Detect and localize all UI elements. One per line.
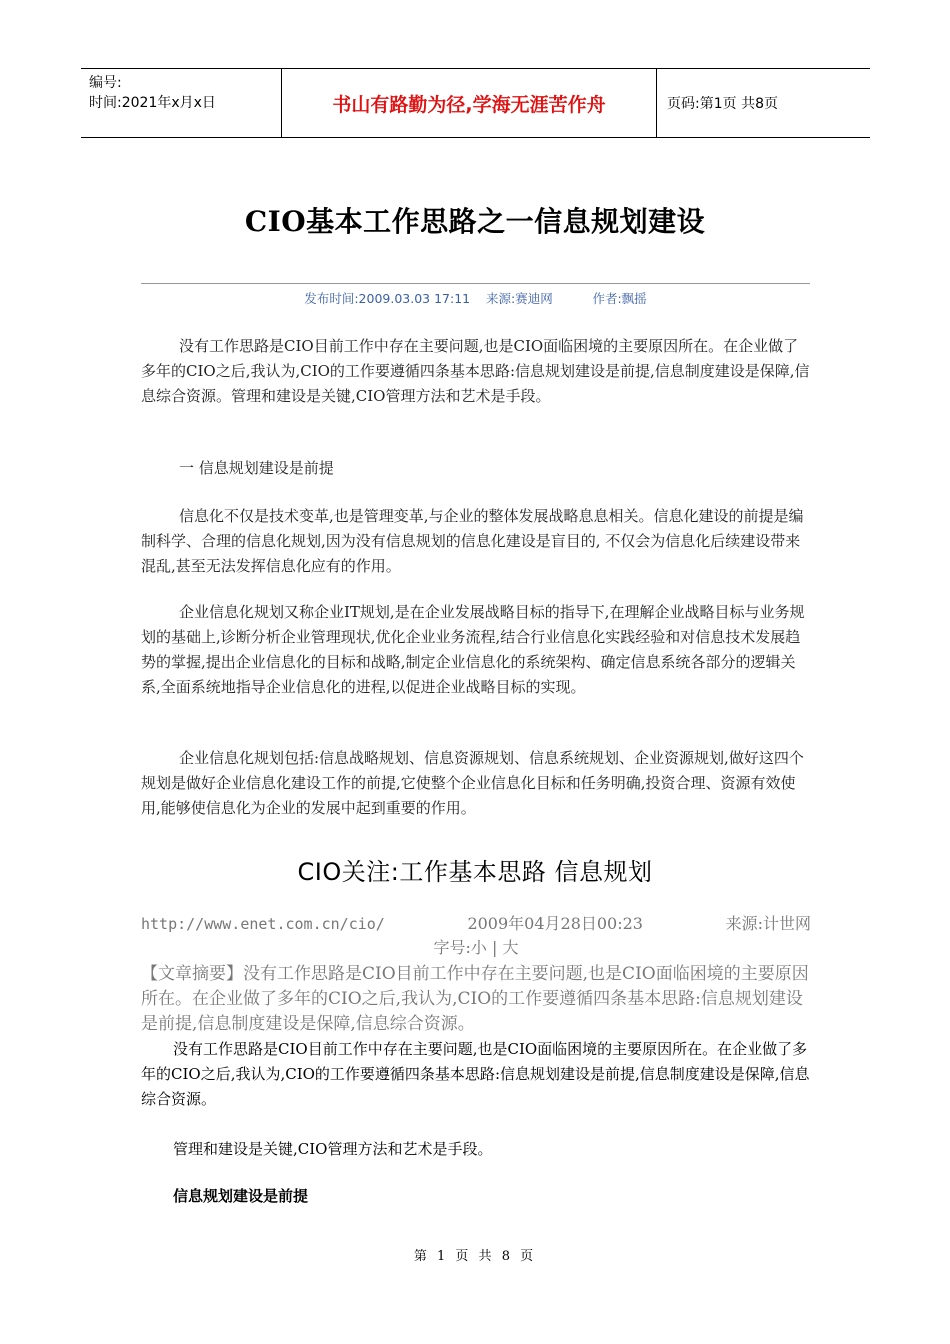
time-label: 时间:2021年x月x日 [89,95,216,111]
article-title: CIO基本工作思路之一信息规划建设 [244,205,706,238]
font-size-switch[interactable]: 字号:小 | 大 [433,938,519,957]
paragraph: 企业信息化规划又称企业IT规划,是在企业发展战略目标的指导下,在理解企业战略目标与业务规划的基础上,诊断分析企业管理现状,优化企业业务流程,结合行业信息化实践经验和对信息技术发展趋势的掌握,提出企业信息化的目标和战略,制定企业信息化的系统架构、确定信息系统各部分的逻辑关系,全面系统地指导企业信息化的进程,以促进企业战略目标的实现。 [141,603,805,696]
paragraph: 信息化不仅是技术变革,也是管理变革,与企业的整体发展战略息息相关。信息化建设的前提是编制科学、合理的信息化规划,因为没有信息规划的信息化建设是盲目的, 不仅会为信息化后续建设带来混乱,甚至无法发挥信息化应有的作用。 [141,507,804,575]
page-code: 页码:第1页 共8页 [667,96,778,112]
paragraph: 没有工作思路是CIO目前工作中存在主要问题,也是CIO面临困境的主要原因所在。在企业做了多年的CIO之后,我认为,CIO的工作要遵循四条基本思路:信息规划建设是前提,信息制度建设是保障,信息综合资源。管理和建设是关键,CIO管理方法和艺术是手段。 [141,337,810,405]
source-name: 来源:计世网 [725,914,811,933]
article-abstract: 【文章摘要】没有工作思路是CIO目前工作中存在主要问题,也是CIO面临困境的主要原因所在。在企业做了多年的CIO之后,我认为,CIO的工作要遵循四条基本思路:信息规划建设是前提,信息制度建设是保障,信息综合资源。 [141,964,809,1034]
paragraph: 没有工作思路是CIO目前工作中存在主要问题,也是CIO面临困境的主要原因所在。在企业做了多年的CIO之后,我认为,CIO的工作要遵循四条基本思路:信息规划建设是前提,信息制度建设是保障,信息综合资源。 [141,1040,810,1108]
page-footer: 第 1 页 共 8 页 [413,1249,537,1264]
article2-source [141,912,811,960]
article-meta: 发布时间:2009.03.03 17:11 来源:赛迪网 作者:飘摇 [304,291,647,306]
section-heading: 一 信息规划建设是前提 [179,459,334,477]
subheading: 信息规划建设是前提 [173,1187,309,1205]
paragraph: 企业信息化规划包括:信息战略规划、信息资源规划、信息系统规划、企业资源规划,做好这四个规划是做好企业信息化建设工作的前提,它使整个企业信息化目标和任务明确,投资合理、资源有效使用,能够使信息化为企业的发展中起到重要的作用。 [141,749,804,817]
divider [141,283,810,284]
motto: 书山有路勤为径,学海无涯苦作舟 [281,69,657,137]
number-label: 编号: [89,75,122,91]
publish-date: 2009年04月28日00:23 [467,914,643,933]
header-left-cell [81,69,281,137]
source-url[interactable]: http://www.enet.com.cn/cio/ [141,915,385,933]
article2-body [141,1037,811,1162]
paragraph: 管理和建设是关键,CIO管理方法和艺术是手段。 [173,1140,493,1158]
header-table [81,68,870,138]
article2-title: CIO关注:工作基本思路 信息规划 [297,858,653,886]
